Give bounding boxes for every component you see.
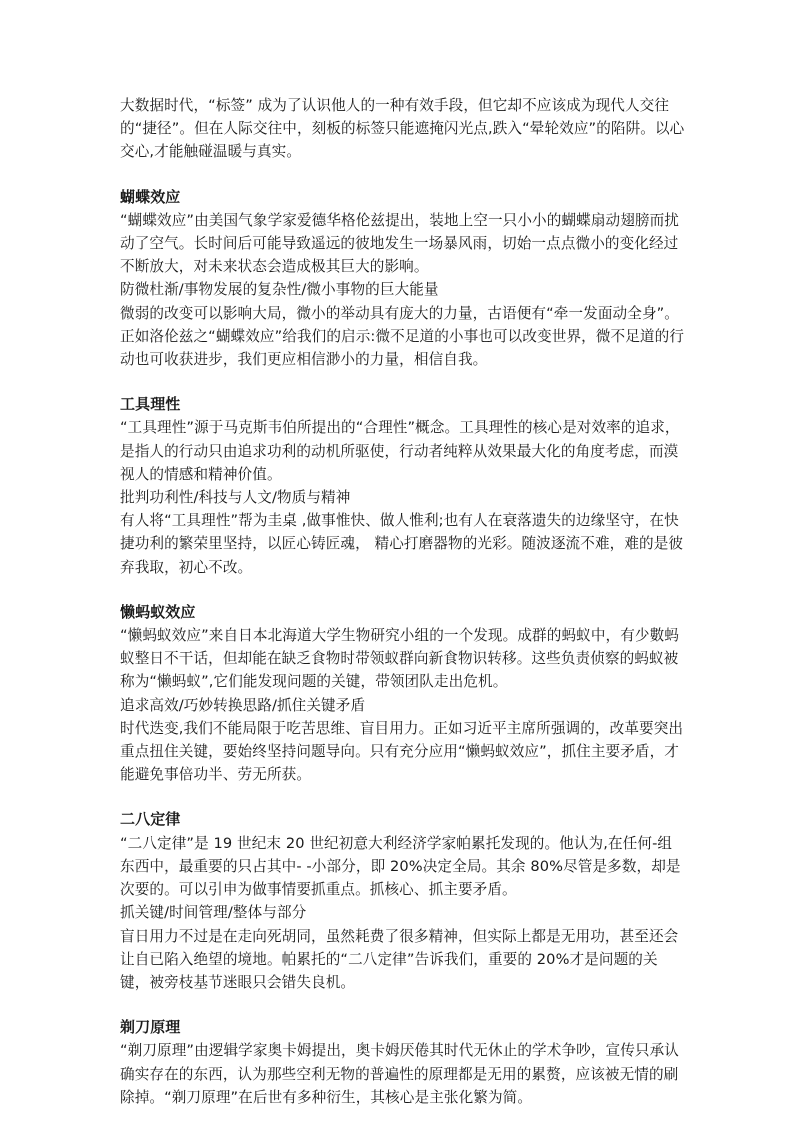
- section-application: 有人将“工具理性”帮为圭桌 ,做事惟快、做人惟利;也有人在衰落遗失的边缘坚守，在快捷功利的繁荣里坚持，以匠心铸匠魂， 精心打磨器物的光彩。随波逐流不难，难的是彼弃我取，初心不改。: [120, 512, 684, 576]
- section-butterfly-effect: [120, 186, 686, 372]
- section-application: 盲日用力不过是在走向死胡同，虽然耗费了很多精神，但实际上都是无用功，甚至还会让自已陷入绝望的境地。帕累托的“二八定律”告诉我们，重要的 20%才是问题的关键，被旁枝基节迷眼只会错失良机。: [120, 927, 679, 991]
- intro-paragraph: 大数据时代，“标签” 成为了认识他人的一种有效手段，但它却不应该成为现代人交往的“捷径”。但在人际交往中，刻板的标签只能遮掩闪光点,跌入“晕轮效应”的陷阱。以心交心,才能触碰温暖与真实。: [120, 97, 685, 161]
- section-heading: 二八定律: [120, 810, 181, 829]
- section-heading: 工具理性: [120, 395, 181, 414]
- section-application: 时代迭变,我们不能局限于吃苦思维、盲目用力。正如习近平主席所强调的，改革要突出重点扭住关键，要始终坚持问题导向。只有充分应用“懒蚂蚁效应”，抓住主要矛盾，才能避免事倍功半、劳无所获。: [120, 719, 684, 784]
- section-definition: “懒蚂蚁效应”来自日本北海道大学生物研究小组的一个发现。成群的蚂蚁中，有少數蚂蚁整日不干话，但却能在缺乏食物时带领蚁群向新食物识转移。这些负责侦察的蚂蚁被称为“懒蚂蚁”,它们能发现问题的关键，带领团队走出危机。: [120, 627, 679, 691]
- section-occams-razor: [120, 1016, 686, 1109]
- document-body: [120, 94, 686, 1109]
- section-tags: 抓关键/时间管理/整体与部分: [120, 904, 307, 922]
- section-heading: 蝴蝶效应: [120, 187, 181, 206]
- section-heading: 懒蚂蚁效应: [120, 602, 196, 621]
- section-instrumental-rationality: [120, 393, 686, 579]
- section-application: 微弱的改变可以影响大局，微小的举动具有庞大的力量，古语便有“牵一发面动全身”。正如洛伦兹之“蝴蝶效应”给我们的启示:微不足道的小事也可以改变世界，微不足道的行动也可收获进步，我们更应相信渺小的力量，相信自我。: [120, 304, 685, 369]
- section-tags: 追求高效/巧妙转换思路/抓住关键矛盾: [120, 696, 366, 714]
- section-definition: “二八定律”是 19 世纪末 20 世纪初意大利经济学家帕累托发现的。他认为,在任何-组东西中，最重要的只占其中- -小部分，即 20%决定全局。其余 80%尽管是多数，却是次要的。可以引申为做事情要抓重点。抓核心、抓主要矛盾。: [120, 834, 681, 899]
- section-definition: “工具理性”源于马克斯韦伯所提出的“合理性”概念。工具理性的核心是对效率的追求，是指人的行动只由追求功利的动机所驱使，行动者纯粹从效果最大化的角度考虑，而漠视人的情感和精神价值。: [120, 419, 680, 483]
- section-heading: 剃刀原理: [120, 1018, 181, 1037]
- section-lazy-ant-effect: [120, 601, 686, 787]
- section-tags: 防微杜渐/事物发展的复杂性/微小事物的巨大能量: [120, 281, 439, 299]
- section-pareto-principle: [120, 808, 686, 994]
- section-tags: 批判功利性/科技与人文/物质与精神: [120, 489, 351, 507]
- section-definition: “蝴蝶效应”由美国气象学家爱德华格伦兹提出，装地上空一只小小的蝴蝶扇动翅膀而扰动了空气。长时间后可能导致遥远的彼地发生一场暴风雨，切始一点点微小的变化经过不断放大，对未来状态会造成极其巨大的影响。: [120, 211, 679, 276]
- section-definition: “剃刀原理”由逻辑学家奥卡姆提出，奥卡姆厌倦其时代无休止的学术争吵，宣传只承认确实存在的东西，认为那些空利无物的普遍性的原理都是无用的累赘，应该被无情的刷除掉。“剃刀原理”在后世有多种衍生，其核心是主张化繁为简。: [120, 1042, 679, 1106]
